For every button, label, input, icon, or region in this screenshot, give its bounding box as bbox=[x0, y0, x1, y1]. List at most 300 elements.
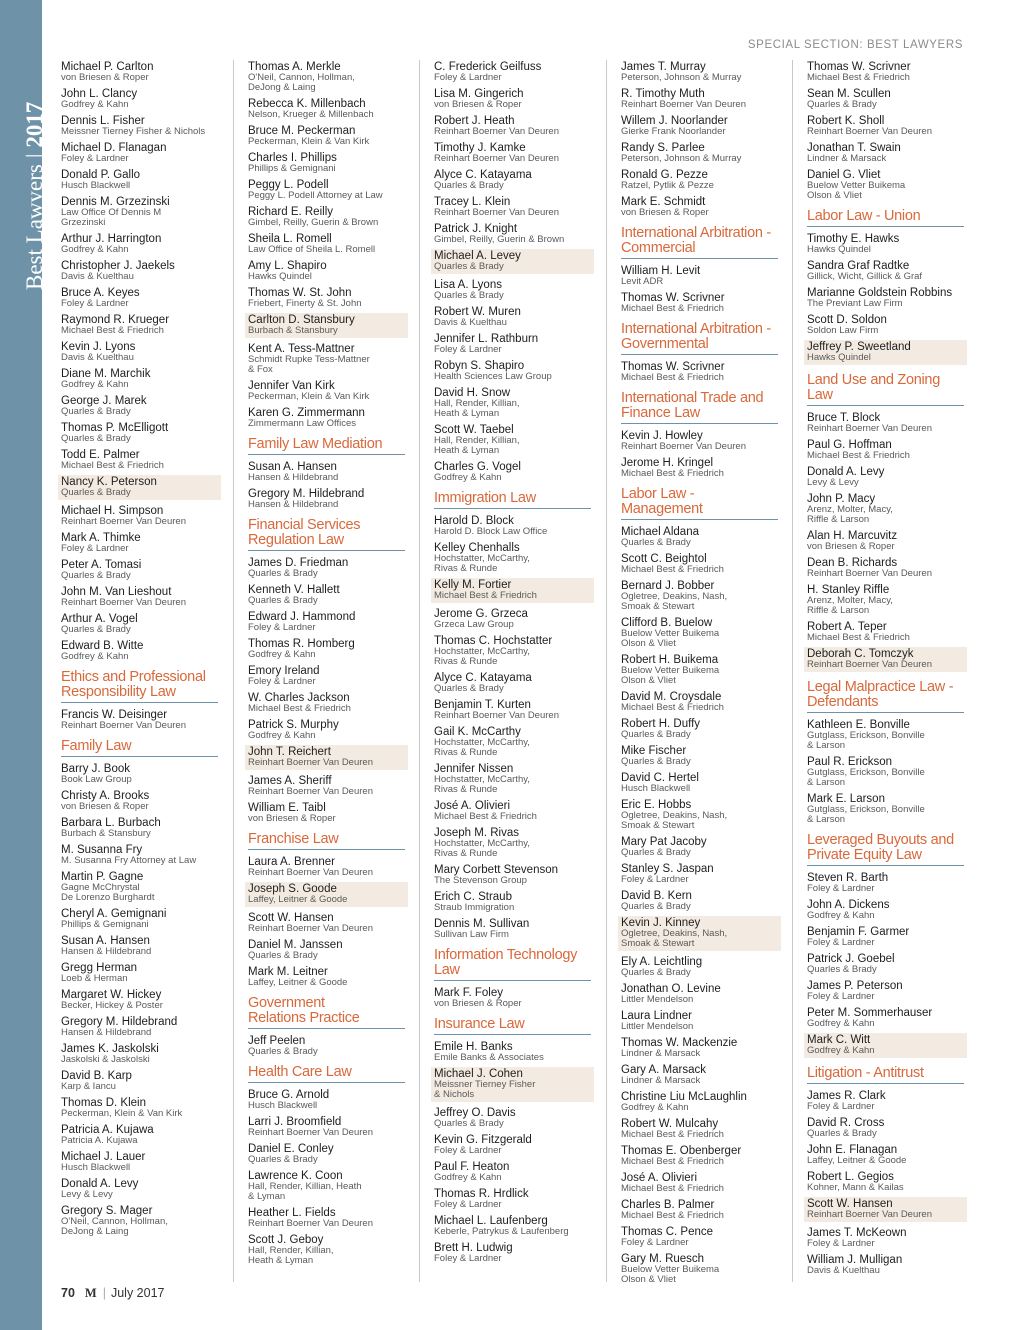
law-firm: Foley & Lardner bbox=[807, 1101, 875, 1112]
law-firm: Quarles & Brady bbox=[61, 406, 131, 417]
law-firm: Becker, Hickey & Poster bbox=[61, 1000, 163, 1011]
lawyer-name: Michael H. Simpson bbox=[61, 505, 164, 517]
practice-area-heading: Insurance Law bbox=[434, 1013, 591, 1035]
lawyer-name: Susan A. Hansen bbox=[61, 935, 150, 947]
lawyer-name: Scott D. Soldon bbox=[807, 314, 887, 326]
law-firm: Quarles & Brady bbox=[621, 967, 691, 978]
lawyer-entry bbox=[434, 1040, 591, 1063]
lawyer-entry bbox=[807, 755, 964, 788]
lawyer-entry bbox=[61, 789, 218, 812]
lawyer-entry bbox=[248, 259, 405, 282]
lawyer-entry bbox=[621, 744, 778, 767]
lawyer-entry bbox=[434, 168, 591, 191]
lawyer-entry bbox=[807, 529, 964, 552]
lawyer-entry bbox=[621, 717, 778, 740]
lawyer-name: Scott W. Taebel bbox=[434, 424, 514, 436]
lawyer-name: Gregory M. Hildebrand bbox=[248, 488, 365, 500]
lawyer-entry-highlighted bbox=[245, 745, 408, 770]
lawyer-entry bbox=[434, 423, 591, 456]
law-firm: Schmidt Rupke Tess-Mattner & Fox bbox=[248, 354, 370, 375]
lawyer-entry bbox=[807, 286, 964, 309]
lawyer-entry bbox=[621, 264, 778, 287]
lawyer-name: Barbara L. Burbach bbox=[61, 817, 161, 829]
lawyer-name: Marianne Goldstein Robbins bbox=[807, 287, 953, 299]
lawyer-name: Donald A. Levy bbox=[61, 1178, 139, 1190]
lawyer-name: Gary A. Marsack bbox=[621, 1064, 706, 1076]
lawyer-name: Dennis L. Fisher bbox=[61, 115, 145, 127]
law-firm: Quarles & Brady bbox=[434, 683, 504, 694]
lawyer-entry-highlighted bbox=[618, 916, 781, 951]
practice-area-heading: Immigration Law bbox=[434, 487, 591, 509]
law-firm: Burbach & Stansbury bbox=[248, 325, 338, 336]
law-firm: Book Law Group bbox=[61, 774, 132, 785]
lawyer-name: Jennifer L. Rathburn bbox=[434, 333, 539, 345]
lawyer-name: Edward J. Hammond bbox=[248, 611, 356, 623]
law-firm: Godfrey & Kahn bbox=[61, 244, 129, 255]
lawyer-name: Sean M. Scullen bbox=[807, 88, 891, 100]
lawyer-name: Gail K. McCarthy bbox=[434, 726, 521, 738]
lawyer-name: Daniel E. Conley bbox=[248, 1143, 334, 1155]
lawyer-name: Dean B. Richards bbox=[807, 557, 898, 569]
lawyer-entry bbox=[807, 1253, 964, 1276]
lawyer-entry bbox=[61, 286, 218, 309]
lawyer-entry bbox=[248, 938, 405, 961]
law-firm: Godfrey & Kahn bbox=[807, 1018, 875, 1029]
lawyer-entry bbox=[621, 1036, 778, 1059]
law-firm: von Briesen & Roper bbox=[61, 801, 149, 812]
lawyer-name: Patrick J. Goebel bbox=[807, 953, 895, 965]
lawyer-name: Alan H. Marcuvitz bbox=[807, 530, 898, 542]
lawyer-entry bbox=[248, 718, 405, 741]
lawyer-entry bbox=[807, 1143, 964, 1166]
lawyer-entry bbox=[248, 1115, 405, 1138]
law-firm: Michael Best & Friedrich bbox=[807, 72, 910, 83]
law-firm: Meissner Tierney Fisher & Nichols bbox=[434, 1079, 536, 1100]
lawyer-name: Susan A. Hansen bbox=[248, 461, 337, 473]
law-firm: Michael Best & Friedrich bbox=[434, 590, 537, 601]
lawyer-name: Barry J. Book bbox=[61, 763, 131, 775]
lawyer-name: Bernard J. Bobber bbox=[621, 580, 715, 592]
lawyer-entry bbox=[621, 616, 778, 649]
lawyer-name: Mark E. Larson bbox=[807, 793, 885, 805]
column-4 bbox=[621, 60, 778, 1289]
law-firm: Arenz, Molter, Macy, Riffle & Larson bbox=[807, 595, 893, 616]
law-firm: Keberle, Patrykus & Laufenberg bbox=[434, 1226, 569, 1237]
lawyer-entry bbox=[61, 961, 218, 984]
law-firm: Foley & Lardner bbox=[434, 1199, 502, 1210]
law-firm: Health Sciences Law Group bbox=[434, 371, 552, 382]
lawyer-entry-highlighted bbox=[431, 1067, 594, 1102]
law-firm: Husch Blackwell bbox=[61, 1162, 131, 1173]
law-firm: Michael Best & Friedrich bbox=[621, 1129, 724, 1140]
lawyer-name: William H. Levit bbox=[621, 265, 701, 277]
lawyer-entry bbox=[621, 429, 778, 452]
practice-area-heading: Family Law Mediation bbox=[248, 433, 405, 455]
lawyer-entry bbox=[434, 863, 591, 886]
lawyer-entry bbox=[61, 843, 218, 866]
page-number: 70 bbox=[61, 1286, 75, 1300]
lawyer-name: Scott W. Hansen bbox=[807, 1198, 893, 1210]
law-firm: Godfrey & Kahn bbox=[807, 910, 875, 921]
lawyer-entry bbox=[248, 205, 405, 228]
lawyer-name: John P. Macy bbox=[807, 493, 876, 505]
law-firm: Reinhart Boerner Van Deuren bbox=[248, 1127, 373, 1138]
lawyer-entry bbox=[248, 460, 405, 483]
law-firm: Reinhart Boerner Van Deuren bbox=[248, 1218, 373, 1229]
law-firm: Foley & Lardner bbox=[61, 298, 129, 309]
law-firm: Quarles & Brady bbox=[807, 964, 877, 975]
lawyer-name: Paul F. Heaton bbox=[434, 1161, 510, 1173]
lawyer-name: Dennis M. Grzezinski bbox=[61, 196, 170, 208]
lawyer-entry bbox=[807, 168, 964, 201]
law-firm: Foley & Lardner bbox=[434, 1145, 502, 1156]
lawyer-name: Patrick S. Murphy bbox=[248, 719, 339, 731]
law-firm: Quarles & Brady bbox=[248, 568, 318, 579]
lawyer-name: Randy S. Parlee bbox=[621, 142, 705, 154]
lawyer-name: Thomas W. Scrivner bbox=[621, 361, 725, 373]
lawyer-name: Edward B. Witte bbox=[61, 640, 144, 652]
lawyer-entry bbox=[434, 607, 591, 630]
lawyer-name: Jennifer Van Kirk bbox=[248, 380, 335, 392]
law-firm: Reinhart Boerner Van Deuren bbox=[248, 867, 373, 878]
lawyer-entry-highlighted bbox=[431, 578, 594, 603]
law-firm: Michael Best & Friedrich bbox=[248, 703, 351, 714]
lawyer-name: John A. Dickens bbox=[807, 899, 890, 911]
law-firm: von Briesen & Roper bbox=[807, 541, 895, 552]
lawyer-entry bbox=[621, 1117, 778, 1140]
lawyer-name: George J. Marek bbox=[61, 395, 147, 407]
lawyer-entry bbox=[61, 1204, 218, 1237]
law-firm: Davis & Kuelthau bbox=[807, 1265, 880, 1276]
lawyer-name: Nancy K. Peterson bbox=[61, 476, 157, 488]
lawyer-name: Ronald G. Pezze bbox=[621, 169, 708, 181]
law-firm: Buelow Vetter Buikema Olson & Vliet bbox=[807, 180, 906, 201]
law-firm: Reinhart Boerner Van Deuren bbox=[621, 99, 746, 110]
lawyer-entry bbox=[434, 986, 591, 1009]
lawyer-entry bbox=[248, 342, 405, 375]
lawyer-entry bbox=[621, 1198, 778, 1221]
law-firm: Hochstatter, McCarthy, Rivas & Runde bbox=[434, 737, 530, 758]
lawyer-entry bbox=[248, 406, 405, 429]
law-firm: Quarles & Brady bbox=[434, 180, 504, 191]
law-firm: Husch Blackwell bbox=[248, 1100, 318, 1111]
lawyer-entry bbox=[61, 504, 218, 527]
law-firm: Godfrey & Kahn bbox=[434, 1172, 502, 1183]
law-firm: Reinhart Boerner Van Deuren bbox=[434, 126, 559, 137]
lawyer-entry bbox=[621, 1063, 778, 1086]
practice-area-heading: International Trade and Finance Law bbox=[621, 387, 778, 424]
lawyer-entry bbox=[248, 487, 405, 510]
sidebar-title-text: Best Lawyers bbox=[22, 164, 47, 290]
lawyer-name: Robert W. Muren bbox=[434, 306, 521, 318]
law-firm: Hochstatter, McCarthy, Rivas & Runde bbox=[434, 838, 530, 859]
law-firm: Hawks Quindel bbox=[807, 244, 871, 255]
lawyer-entry bbox=[434, 541, 591, 574]
lawyer-name: Eric E. Hobbs bbox=[621, 799, 692, 811]
lawyer-name: Mary Corbett Stevenson bbox=[434, 864, 559, 876]
lawyer-name: R. Timothy Muth bbox=[621, 88, 705, 100]
lawyer-entry bbox=[248, 610, 405, 633]
lawyer-name: Thomas R. Homberg bbox=[248, 638, 355, 650]
lawyer-entry bbox=[807, 232, 964, 255]
lawyer-entry bbox=[621, 114, 778, 137]
lawyer-entry bbox=[807, 60, 964, 83]
lawyer-name: Christine Liu McLaughlin bbox=[621, 1091, 747, 1103]
law-firm: Michael Best & Friedrich bbox=[621, 1183, 724, 1194]
lawyer-entry bbox=[621, 1144, 778, 1167]
lawyer-name: Donald A. Levy bbox=[807, 466, 885, 478]
lawyer-name: James T. Murray bbox=[621, 61, 706, 73]
lawyer-name: Jerome G. Grzeca bbox=[434, 608, 528, 620]
lawyer-name: David M. Croysdale bbox=[621, 691, 722, 703]
law-firm: von Briesen & Roper bbox=[248, 813, 336, 824]
lawyer-name: Deborah C. Tomczyk bbox=[807, 648, 914, 660]
law-firm: Law Office of Sheila L. Romell bbox=[248, 244, 376, 255]
lawyer-entry bbox=[61, 988, 218, 1011]
lawyer-name: James T. McKeown bbox=[807, 1227, 907, 1239]
law-firm: Godfrey & Kahn bbox=[248, 730, 316, 741]
practice-area-heading: Family Law bbox=[61, 735, 218, 757]
lawyer-entry bbox=[621, 1252, 778, 1285]
law-firm: Foley & Lardner bbox=[61, 543, 129, 554]
lawyer-entry bbox=[807, 87, 964, 110]
law-firm: Gillick, Wicht, Gillick & Graf bbox=[807, 271, 923, 282]
lawyer-entry bbox=[807, 925, 964, 948]
lawyer-entry bbox=[621, 653, 778, 686]
lawyer-name: C. Frederick Geilfuss bbox=[434, 61, 542, 73]
lawyer-entry bbox=[434, 222, 591, 245]
law-firm: Husch Blackwell bbox=[61, 180, 131, 191]
lawyer-name: Gregory M. Hildebrand bbox=[61, 1016, 178, 1028]
law-firm: Quarles & Brady bbox=[621, 901, 691, 912]
lawyer-name: Jennifer Nissen bbox=[434, 763, 514, 775]
lawyer-name: Thomas W. Mackenzie bbox=[621, 1037, 738, 1049]
lawyer-name: José A. Olivieri bbox=[434, 800, 511, 812]
lawyer-name: James D. Friedman bbox=[248, 557, 349, 569]
lawyer-entry bbox=[61, 558, 218, 581]
lawyer-name: Kevin J. Howley bbox=[621, 430, 703, 442]
law-firm: Foley & Lardner bbox=[434, 1253, 502, 1264]
lawyer-name: Peter M. Sommerhauser bbox=[807, 1007, 933, 1019]
law-firm: Michael Best & Friedrich bbox=[621, 564, 724, 575]
lawyer-name: Michael J. Cohen bbox=[434, 1068, 523, 1080]
law-firm: Arenz, Molter, Macy, Riffle & Larson bbox=[807, 504, 893, 525]
lawyer-name: Mark C. Witt bbox=[807, 1034, 871, 1046]
lawyer-entry bbox=[61, 585, 218, 608]
law-firm: Jaskolski & Jaskolski bbox=[61, 1054, 150, 1065]
lawyer-entry bbox=[621, 87, 778, 110]
lawyer-name: Todd E. Palmer bbox=[61, 449, 140, 461]
law-firm: von Briesen & Roper bbox=[621, 207, 709, 218]
sidebar-year: 2017 bbox=[22, 101, 47, 148]
lawyer-name: John L. Clancy bbox=[61, 88, 138, 100]
law-firm: Foley & Lardner bbox=[434, 344, 502, 355]
law-firm: Quarles & Brady bbox=[61, 487, 131, 498]
law-firm: Michael Best & Friedrich bbox=[434, 811, 537, 822]
lawyer-entry bbox=[807, 792, 964, 825]
lawyer-entry bbox=[621, 798, 778, 831]
lawyer-entry bbox=[61, 232, 218, 255]
practice-area-heading: Leveraged Buyouts and Private Equity Law bbox=[807, 829, 964, 866]
lawyer-entry bbox=[621, 690, 778, 713]
lawyer-entry bbox=[61, 141, 218, 164]
magazine-logo: M bbox=[84, 1286, 97, 1300]
law-firm: Quarles & Brady bbox=[434, 261, 504, 272]
law-firm: Hansen & Hildebrand bbox=[61, 1027, 152, 1038]
lawyer-name: William J. Mulligan bbox=[807, 1254, 903, 1266]
law-firm: von Briesen & Roper bbox=[434, 998, 522, 1009]
law-firm: Michael Best & Friedrich bbox=[621, 303, 724, 314]
lawyer-name: Cheryl A. Gemignani bbox=[61, 908, 167, 920]
lawyer-name: Jonathan O. Levine bbox=[621, 983, 721, 995]
lawyer-entry bbox=[61, 313, 218, 336]
law-firm: Hansen & Hildebrand bbox=[248, 472, 339, 483]
lawyer-name: Charles B. Palmer bbox=[621, 1199, 715, 1211]
law-firm: Michael Best & Friedrich bbox=[621, 372, 724, 383]
law-firm: von Briesen & Roper bbox=[61, 72, 149, 83]
lawyer-name: Jonathan T. Swain bbox=[807, 142, 901, 154]
issue-date: July 2017 bbox=[110, 1286, 165, 1300]
law-firm: Michael Best & Friedrich bbox=[61, 325, 164, 336]
lawyer-name: Lawrence K. Coon bbox=[248, 1170, 343, 1182]
lawyer-name: Diane M. Marchik bbox=[61, 368, 151, 380]
law-firm: Gimbel, Reilly, Guerin & Brown bbox=[434, 234, 565, 245]
lawyer-entry bbox=[61, 60, 218, 83]
lawyer-name: Thomas C. Hochstatter bbox=[434, 635, 553, 647]
law-firm: Hansen & Hildebrand bbox=[248, 499, 339, 510]
lawyer-name: Michael P. Carlton bbox=[61, 61, 154, 73]
column-divider bbox=[419, 60, 420, 1282]
lawyer-name: Kathleen E. Bonville bbox=[807, 719, 910, 731]
lawyer-name: Robyn S. Shapiro bbox=[434, 360, 525, 372]
law-firm: Gutglass, Erickson, Bonville & Larson bbox=[807, 804, 925, 825]
lawyer-name: Karen G. Zimmermann bbox=[248, 407, 365, 419]
lawyer-name: Michael A. Levey bbox=[434, 250, 521, 262]
lawyer-name: Kevin J. Lyons bbox=[61, 341, 136, 353]
lawyer-entry bbox=[434, 87, 591, 110]
lawyer-name: Laura Lindner bbox=[621, 1010, 692, 1022]
lawyer-entry bbox=[248, 151, 405, 174]
law-firm: Hochstatter, McCarthy, Rivas & Runde bbox=[434, 774, 530, 795]
lawyer-entry bbox=[248, 1034, 405, 1057]
law-firm: Michael Best & Friedrich bbox=[621, 1210, 724, 1221]
lawyer-name: Harold D. Block bbox=[434, 515, 514, 527]
lawyer-entry bbox=[621, 456, 778, 479]
lawyer-name: Thomas E. Obenberger bbox=[621, 1145, 742, 1157]
law-firm: Friebert, Finerty & St. John bbox=[248, 298, 362, 309]
law-firm: Quarles & Brady bbox=[434, 290, 504, 301]
law-firm: Quarles & Brady bbox=[807, 99, 877, 110]
lawyer-entry bbox=[434, 698, 591, 721]
lawyer-name: Charles I. Phillips bbox=[248, 152, 337, 164]
law-firm: Karp & Iancu bbox=[61, 1081, 116, 1092]
law-firm: Michael Best & Friedrich bbox=[621, 468, 724, 479]
law-firm: Grzeca Law Group bbox=[434, 619, 514, 630]
law-firm: Harold D. Block Law Office bbox=[434, 526, 548, 537]
law-firm: Peggy L. Podell Attorney at Law bbox=[248, 190, 383, 201]
law-firm: Hawks Quindel bbox=[807, 352, 871, 363]
lawyer-entry bbox=[807, 952, 964, 975]
lawyer-entry bbox=[621, 168, 778, 191]
lawyer-name: Kevin J. Kinney bbox=[621, 917, 701, 929]
law-firm: Godfrey & Kahn bbox=[61, 99, 129, 110]
law-firm: Phillips & Gemignani bbox=[248, 163, 336, 174]
lawyer-name: Carlton D. Stansbury bbox=[248, 314, 355, 326]
lawyer-entry bbox=[248, 1142, 405, 1165]
lawyer-name: Mark A. Thimke bbox=[61, 532, 141, 544]
lawyer-entry bbox=[621, 982, 778, 1005]
law-firm: Hawks Quindel bbox=[248, 271, 312, 282]
lawyer-name: Laura A. Brenner bbox=[248, 856, 335, 868]
law-firm: Peckerman, Klein & Van Kirk bbox=[61, 1108, 183, 1119]
practice-area-heading: Financial Services Regulation Law bbox=[248, 514, 405, 551]
law-firm: Foley & Lardner bbox=[807, 883, 875, 894]
law-firm: Reinhart Boerner Van Deuren bbox=[807, 126, 932, 137]
lawyer-entry bbox=[621, 525, 778, 548]
law-firm: O'Neil, Cannon, Hollman, DeJong & Laing bbox=[248, 72, 355, 93]
lawyer-entry bbox=[61, 195, 218, 228]
lawyer-name: Daniel M. Janssen bbox=[248, 939, 343, 951]
lawyer-entry bbox=[248, 1088, 405, 1111]
lawyer-name: Jeffrey P. Sweetland bbox=[807, 341, 911, 353]
lawyer-entry bbox=[248, 60, 405, 93]
lawyer-entry bbox=[434, 634, 591, 667]
law-firm: Davis & Kuelthau bbox=[61, 352, 134, 363]
law-firm: Lindner & Marsack bbox=[621, 1048, 701, 1059]
law-firm: Quarles & Brady bbox=[248, 1046, 318, 1057]
practice-area-heading: Litigation - Antitrust bbox=[807, 1062, 964, 1084]
lawyer-name: William E. Taibl bbox=[248, 802, 326, 814]
practice-area-heading: Information Technology Law bbox=[434, 944, 591, 981]
lawyer-name: Robert J. Heath bbox=[434, 115, 515, 127]
law-firm: Laffey, Leitner & Goode bbox=[807, 1155, 907, 1166]
law-firm: Godfrey & Kahn bbox=[434, 472, 502, 483]
lawyer-entry bbox=[434, 671, 591, 694]
lawyer-name: Kelly M. Fortier bbox=[434, 579, 512, 591]
law-firm: Ogletree, Deakins, Nash, Smoak & Stewart bbox=[621, 810, 728, 831]
law-firm: Quarles & Brady bbox=[621, 756, 691, 767]
law-firm: Gagne McChrystal De Lorenzo Burghardt bbox=[61, 882, 155, 903]
lawyer-name: David B. Karp bbox=[61, 1070, 132, 1082]
law-firm: Ogletree, Deakins, Nash, Smoak & Stewart bbox=[621, 591, 728, 612]
law-firm: Foley & Lardner bbox=[621, 874, 689, 885]
lawyer-entry bbox=[621, 60, 778, 83]
law-firm: Levit ADR bbox=[621, 276, 664, 287]
lawyer-entry bbox=[248, 637, 405, 660]
lawyer-name: Gregory S. Mager bbox=[61, 1205, 153, 1217]
column-3 bbox=[434, 60, 591, 1268]
lawyer-name: John T. Reichert bbox=[248, 746, 331, 758]
law-firm: Reinhart Boerner Van Deuren bbox=[61, 720, 186, 731]
practice-area-heading: Labor Law - Union bbox=[807, 205, 964, 227]
law-firm: Foley & Lardner bbox=[248, 622, 316, 633]
lawyer-name: Kenneth V. Hallett bbox=[248, 584, 340, 596]
lawyer-entry bbox=[621, 955, 778, 978]
law-firm: Godfrey & Kahn bbox=[61, 651, 129, 662]
law-firm: Lindner & Marsack bbox=[621, 1075, 701, 1086]
law-firm: Littler Mendelson bbox=[621, 1021, 694, 1032]
lawyer-entry bbox=[621, 1090, 778, 1113]
lawyer-name: James K. Jaskolski bbox=[61, 1043, 159, 1055]
lawyer-entry bbox=[248, 1206, 405, 1229]
law-firm: Husch Blackwell bbox=[621, 783, 691, 794]
law-firm: Davis & Kuelthau bbox=[61, 271, 134, 282]
lawyer-entry bbox=[434, 1187, 591, 1210]
column-divider bbox=[606, 60, 607, 1282]
lawyer-entry bbox=[61, 168, 218, 191]
lawyer-name: Scott W. Hansen bbox=[248, 912, 334, 924]
practice-area-heading: Legal Malpractice Law - Defendants bbox=[807, 676, 964, 713]
